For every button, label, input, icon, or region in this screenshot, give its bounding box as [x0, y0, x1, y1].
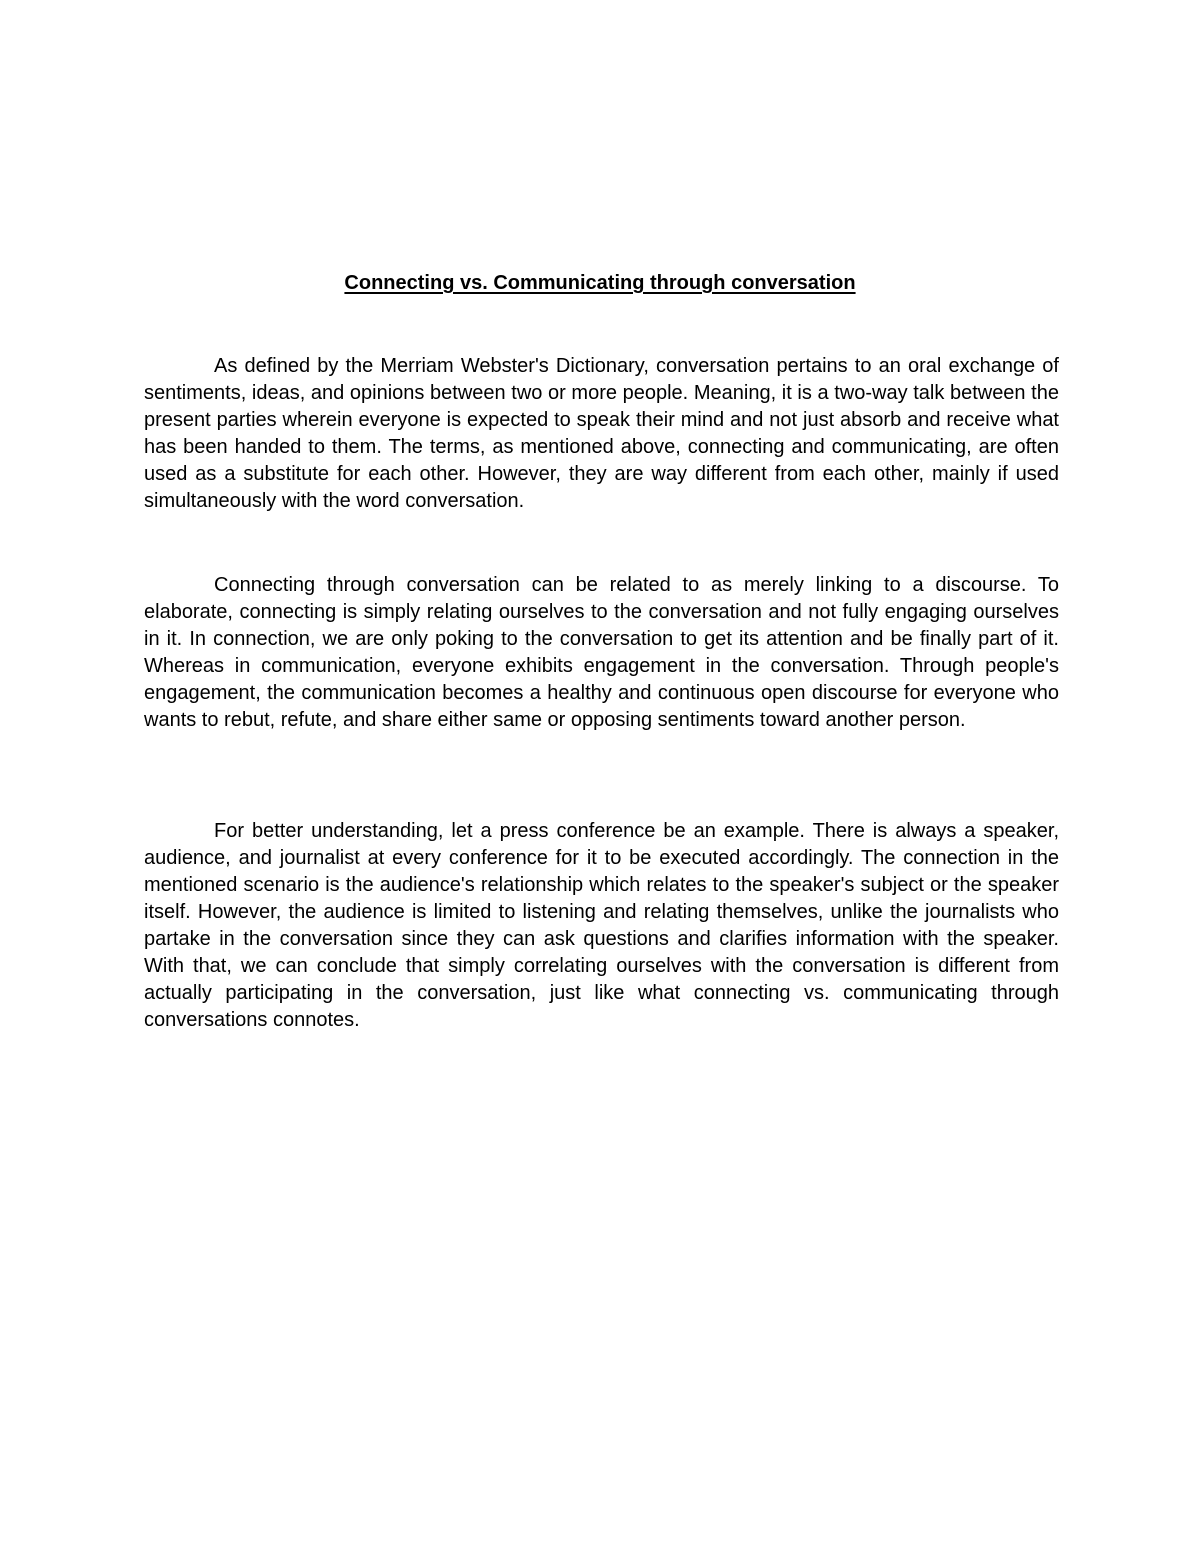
paragraph-example: For better understanding, let a press conference be an example. There is always a speaker, audience, and journalist at every conference for it to be executed accordingly. The connection in the mentioned scenario is the audience's relationship which relates to the speaker's subject or the speaker itself. However, the audience is limited to listening and relating themselves, unlike the journalists who partake in the conversation since they can ask questions and clarifies information with the speaker. With that, we can conclude that simply correlating ourselves with the conversation is different from actually participating in the conversation, just like what connecting vs. communicating through conversations connotes.: [144, 820, 1059, 1031]
document-title: Connecting vs. Communicating through conversation: [344, 272, 856, 294]
paragraph-definition: As defined by the Merriam Webster's Dictionary, conversation pertains to an oral exchange of sentiments, ideas, and opinions between two or more people. Meaning, it is a two-way talk between the present parties wherein everyone is expected to speak their mind and not just absorb and receive what has been handed to them. The terms, as mentioned above, connecting and communicating, are often used as a substitute for each other. However, they are way different from each other, mainly if used simultaneously with the word conversation.: [144, 355, 1059, 512]
paragraph-connecting: Connecting through conversation can be related to as merely linking to a discourse. To elaborate, connecting is simply relating ourselves to the conversation and not fully engaging ourselves in it. In connection, we are only poking to the conversation to get its attention and be finally part of it. Whereas in communication, everyone exhibits engagement in the conversation. Through people's engagement, the communication becomes a healthy and continuous open discourse for everyone who wants to rebut, refute, and share either same or opposing sentiments toward another person.: [144, 574, 1059, 731]
